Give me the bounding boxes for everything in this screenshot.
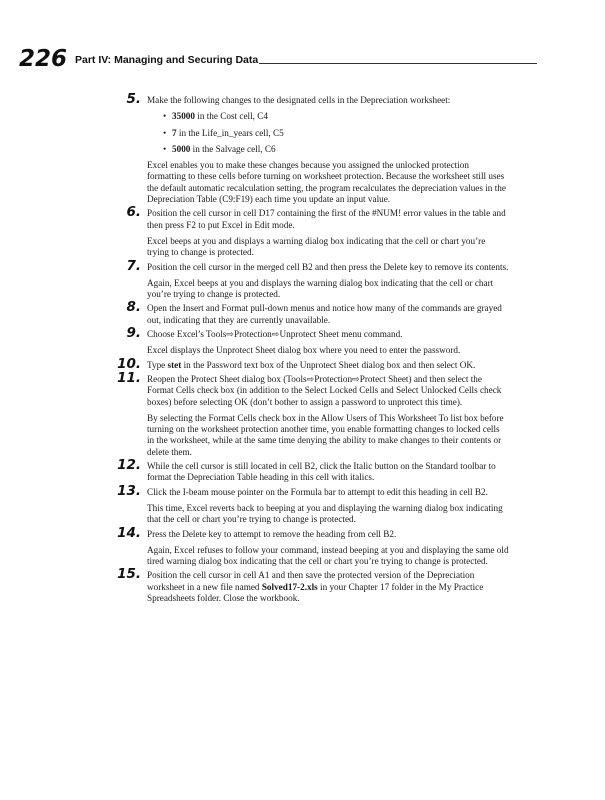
step-instruction: While the cell cursor is still located in cell B2, click the Italic button on the Standard toolbar to format the Depreciation Table heading in this cell with italics. [147, 461, 496, 483]
step-instruction: Reopen the Protect Sheet dialog box (Tools⇨Protection⇨Protect Sheet) and then select the Format Cells check box (in addition to the Select Locked Cells and Select Unlocked Cells check boxes) before selecting OK (don’t bother to assign a password to unprotect this time). [147, 373, 502, 407]
instruction-text: in your Chapter 17 folder in the My Practice Spreadsheets folder. Close the workbook. [147, 581, 484, 603]
step-6 [126, 204, 509, 258]
step-instruction: Open the Insert and Format pull-down menus and notice how many of the commands are grayed out, indicating that they are currently unavailable. [147, 303, 502, 325]
instruction-text: in the Password text box of the Unprotect Sheet dialog box and then select OK. [181, 359, 476, 370]
step-number: 8. [126, 299, 141, 316]
step-instruction: Position the cell cursor in cell D17 containing the first of the #NUM! error values in the table and then press F2 to put Excel in Edit mode. [147, 208, 506, 230]
step-explanation: This time, Excel reverts back to beeping at you and displaying the warning dialog box indicating that the cell or chart you’re trying to change is protected. [147, 502, 503, 525]
step-number: 12. [117, 457, 141, 474]
bullet-icon: • [163, 127, 167, 138]
bullet-text: in the Life_in_years cell, C5 [176, 127, 284, 138]
step-explanation: Excel beeps at you and displays a warning dialog box indicating that the cell or chart you’re trying to change is protected. [147, 235, 486, 258]
step-instruction: Click the I-beam mouse pointer on the Formula bar to attempt to edit this heading in cell B2. [147, 486, 488, 497]
bullet-icon: • [163, 111, 167, 122]
instruction-text: Position the cell cursor in cell A1 and then save the protected version of the Depreciation worksheet in a new file named [147, 570, 475, 592]
step-5 [126, 91, 509, 205]
bullet-item [163, 144, 509, 155]
step-number: 5. [126, 91, 141, 107]
bullet-text: in the Salvage cell, C6 [190, 143, 276, 154]
page-header [19, 44, 537, 74]
step-number: 15. [117, 566, 141, 583]
page-number: 226 [19, 46, 68, 72]
bullet-icon: • [163, 143, 167, 154]
step-number: 13. [117, 482, 141, 499]
filename-value: Solved17-2.xls [261, 581, 318, 592]
step-14 [117, 524, 509, 568]
step-number: 6. [126, 204, 141, 221]
step-explanation: Again, Excel refuses to follow your command, instead beeping at you and displaying the same old tired warning dialog box indicating that the cell or chart you’re trying to change is protected. [147, 544, 509, 567]
step-instruction: Position the cell cursor in the merged cell B2 and then press the Delete key to remove its contents. [147, 261, 509, 272]
step-instruction [147, 360, 509, 371]
step-number: 9. [126, 325, 141, 342]
bullet-value: 7 [172, 127, 177, 138]
step-explanation: Excel displays the Unprotect Sheet dialog box where you need to enter the password. [147, 345, 461, 356]
password-value: stet [167, 359, 182, 370]
step-15 [117, 566, 509, 604]
step-number: 10. [117, 355, 141, 372]
bullet-item [163, 128, 509, 139]
step-explanation: Excel enables you to make these changes because you assigned the unlocked protection formatting to these cells before turning on worksheet protection. Because the worksheet still uses the default automatic recalculation setting, the program recalculates the depreciation values in the Depreciation Table (C9:F19) each time you update an input value. [147, 160, 506, 205]
step-7 [126, 257, 509, 301]
bullet-value: 35000 [172, 111, 195, 122]
instruction-text: Type [147, 359, 168, 370]
step-explanation: By selecting the Format Cells check box in the Allow Users of This Worksheet To list box before turning on the worksheet protection another time, you enable formatting changes to locked cells in the worksheet, while at the same time denying the ability to make changes to their contents or delete them. [147, 412, 504, 457]
step-number: 7. [126, 257, 141, 274]
bullet-item [163, 111, 509, 122]
bullet-text: in the Cost cell, C4 [194, 111, 268, 122]
step-number: 14. [117, 524, 141, 541]
part-title: Part IV: Managing and Securing Data [75, 54, 259, 66]
step-11 [117, 369, 509, 458]
step-explanation: Again, Excel beeps at you and displays the warning dialog box indicating that the cell or chart you’re trying to change is protected. [147, 277, 494, 300]
step-8 [126, 299, 509, 326]
step-number: 11. [117, 369, 141, 386]
step-12 [117, 457, 509, 484]
step-instruction: Make the following changes to the designated cells in the Depreciation worksheet: [147, 95, 451, 105]
bullet-list [147, 111, 509, 155]
bullet-value: 5000 [172, 143, 191, 154]
step-10 [117, 355, 509, 372]
step-instruction: Choose Excel’s Tools⇨Protection⇨Unprotect Sheet menu command. [147, 329, 403, 340]
header-rule [259, 63, 537, 64]
step-list [117, 91, 509, 607]
step-instruction [147, 570, 509, 604]
step-9 [126, 325, 509, 357]
step-instruction: Press the Delete key to attempt to remove the heading from cell B2. [147, 528, 397, 539]
step-13 [117, 482, 509, 526]
